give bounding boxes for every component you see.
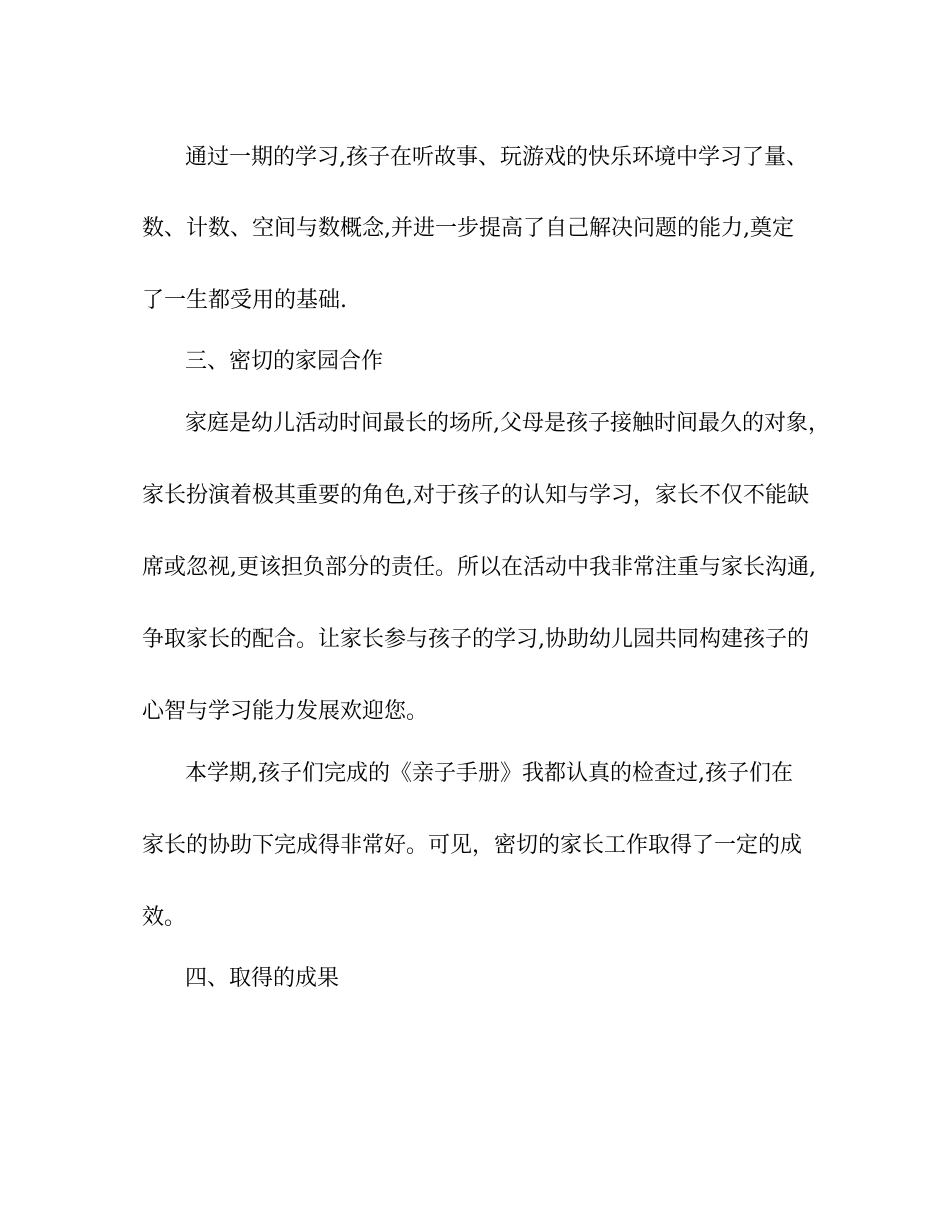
paragraph-1-line-2: 数、计数、空间与数概念,并进一步提高了自己解决问题的能力,奠定	[142, 216, 794, 241]
paragraph-3-line-1: 本学期,孩子们完成的《亲子手册》我都认真的检查过,孩子们在	[185, 761, 793, 786]
section-heading-4: 四、取得的成果	[185, 966, 340, 991]
paragraph-2-line-3: 席或忽视,更该担负部分的责任。所以在活动中我非常注重与家长沟通,	[142, 555, 816, 580]
section-heading-3: 三、密切的家园合作	[185, 349, 384, 374]
paragraph-1-line-3: 了一生都受用的基础.	[142, 288, 347, 313]
paragraph-3-line-2: 家长的协助下完成得非常好。可见，密切的家长工作取得了一定的成	[142, 833, 803, 858]
paragraph-2-line-5: 心智与学习能力发展欢迎您。	[142, 699, 429, 724]
paragraph-2-line-2: 家长扮演着极其重要的角色,对于孩子的认知与学习，家长不仅不能缺	[142, 483, 809, 508]
paragraph-2-line-1: 家庭是幼儿活动时间最长的场所,父母是孩子接触时间最久的对象，	[185, 411, 830, 436]
paragraph-3-line-3: 效。	[142, 905, 187, 930]
paragraph-2-line-4: 争取家长的配合。让家长参与孩子的学习,协助幼儿园共同构建孩子的	[142, 627, 809, 652]
paragraph-1-line-1: 通过一期的学习,孩子在听故事、玩游戏的快乐环境中学习了量、	[185, 145, 808, 170]
